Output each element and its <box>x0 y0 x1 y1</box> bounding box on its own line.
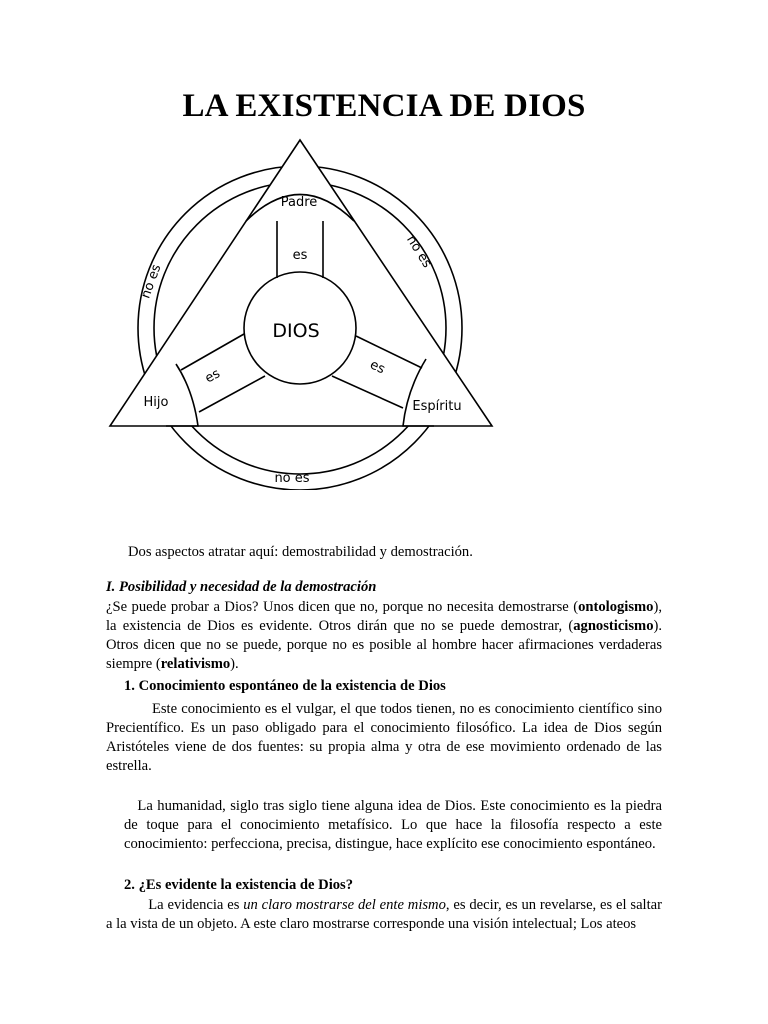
vertex-label-hijo: Hijo <box>143 395 169 410</box>
term-ontologismo: ontologismo <box>578 599 654 615</box>
section-heading-posibilidad: I. Posibilidad y necesidad de la demostración <box>106 579 377 595</box>
spoke-label-left: es <box>202 366 223 387</box>
subheading-conocimiento-espontaneo: 1. Conocimiento espontáneo de la existencia de Dios <box>124 678 446 694</box>
para-text: , es decir, es un revelarse, es el saltar a la vista de un objeto. A este claro mostrarse corresponde una visión intelectual; Los ateos <box>106 897 663 932</box>
italic-phrase: un claro mostrarse del ente mismo <box>243 897 446 913</box>
para-text: ), la existencia de Dios es evidente. Otros dirán que no se puede demostrar, ( <box>106 599 662 634</box>
outer-label-bottom: no es <box>274 471 310 486</box>
para-text: ¿Se puede probar a Dios? Unos dicen que no, porque no necesita demostrarse ( <box>106 599 579 615</box>
paragraph-demostracion <box>106 598 662 674</box>
para-text: Este conocimiento es el vulgar, el que todos tienen, no es conocimiento científico sino Precientífico. Es un paso obligado para el conocimiento filosófico. La idea de Dios según Aristóteles viene de dos fuentes: su propia alma y otra de ese movimiento ordenado de las estrella. <box>106 701 662 774</box>
para-text: La evidencia es <box>148 897 244 913</box>
paragraph-humanidad <box>124 797 662 854</box>
term-agnosticismo: agnosticismo <box>573 618 654 634</box>
spoke-label-right: es <box>367 357 388 378</box>
paragraph-conocimiento-vulgar <box>106 700 662 776</box>
center-label-dios: DIOS <box>272 320 320 342</box>
page-title: LA EXISTENCIA DE DIOS <box>182 88 586 124</box>
trinity-shield-diagram <box>100 128 500 490</box>
para-text: ). <box>230 656 239 672</box>
vertex-label-padre: Padre <box>280 195 318 210</box>
outer-label-right: no es <box>403 232 435 271</box>
subheading-evidencia: 2. ¿Es evidente la existencia de Dios? <box>124 877 354 893</box>
term-relativismo: relativismo <box>160 656 231 672</box>
outer-label-left: no es <box>138 262 165 301</box>
vertex-label-espiritu: Espíritu <box>412 399 462 414</box>
para-text: ). Otros dicen que no se puede, porque no es posible al hombre hacer afirmaciones verdaderas siempre ( <box>106 618 662 672</box>
spoke-label-top: es <box>292 248 308 263</box>
intro-text: Dos aspectos atratar aquí: demostrabilidad y demostración. <box>128 544 473 560</box>
para-text: La humanidad, siglo tras siglo tiene alguna idea de Dios. Este conocimiento es la piedra de toque para el conocimiento metafísico. Lo que hace la filosofía respecto a este conocimiento: perfecciona, precisa, distingue, hace explícito ese conocimiento espontáneo. <box>124 798 662 852</box>
paragraph-evidencia <box>106 896 662 934</box>
